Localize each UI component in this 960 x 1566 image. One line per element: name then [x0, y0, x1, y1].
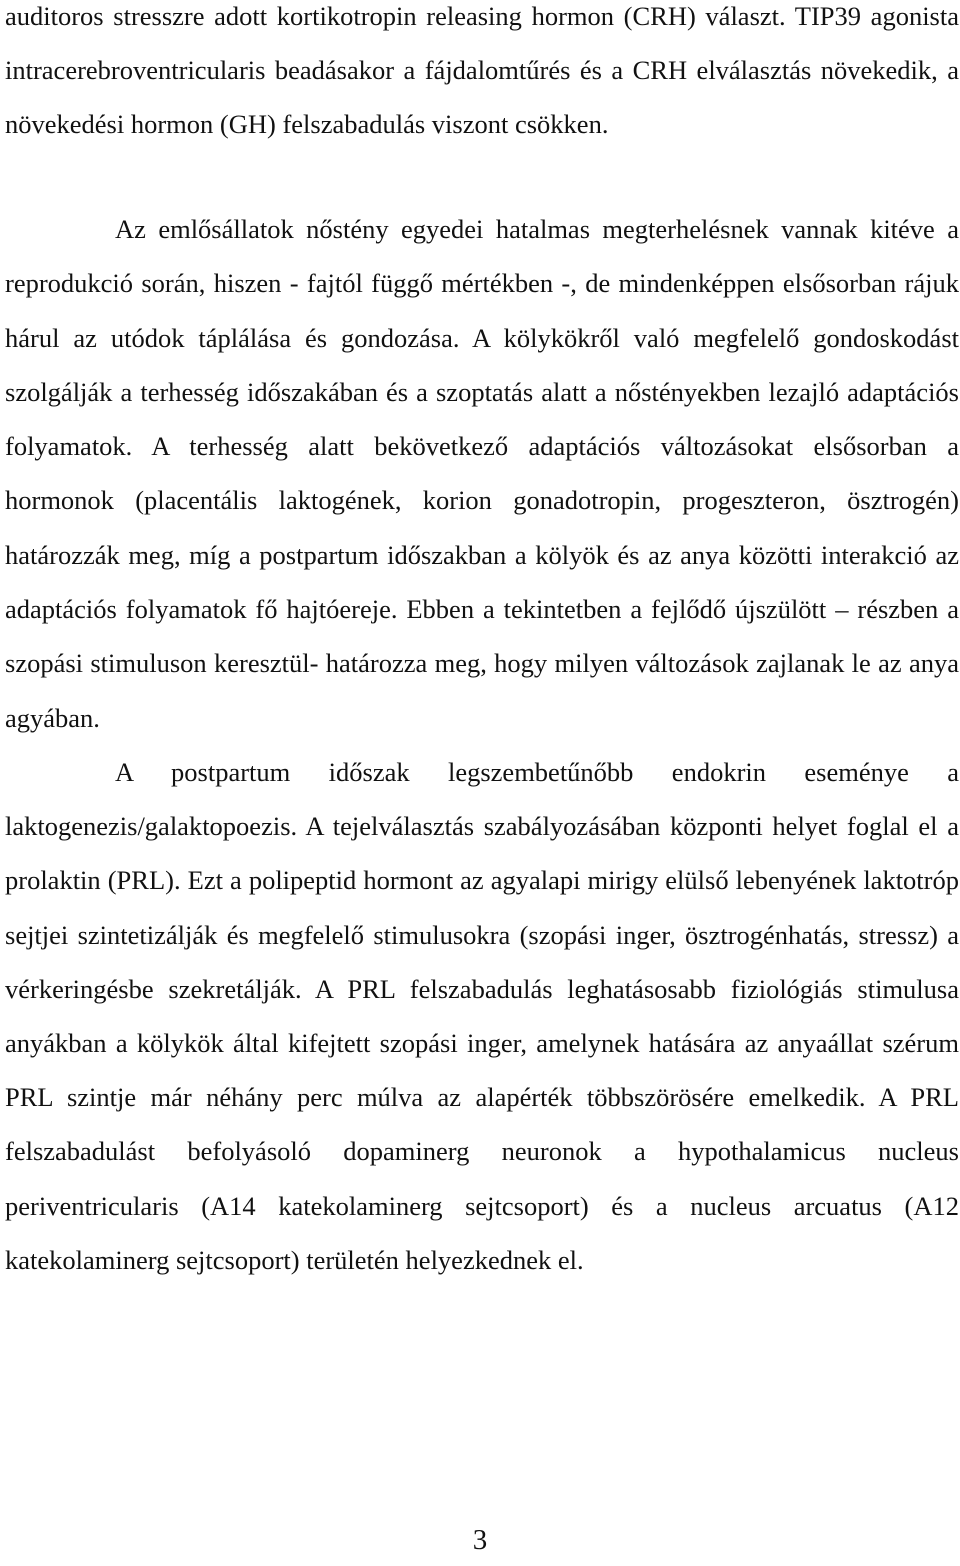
- page-number: 3: [472, 1524, 488, 1556]
- document-page: [5, 0, 959, 1287]
- paragraph-maternal-adaptation: Az emlősállatok nőstény egyedei hatalmas megterhelésnek vannak kitéve a reprodukció során, hiszen - fajtól függő mértékben -, de mindenképpen elsősorban rájuk hárul az utódok táplálása és gondozása. A kölykökről való megfelelő gondoskodást szolgálják a terhesség időszakában és a szoptatás alatt a nőstényekben lezajló adaptációs folyamatok. A terhesség alatt bekövetkező adaptációs változásokat elsősorban a hormonok (placentális laktogének, korion gonadotropin, progeszteron, ösztrogén) határozzák meg, míg a postpartum időszakban a kölyök és az anya közötti interakció az adaptációs folyamatok fő hajtóereje. Ebben a tekintetben a fejlődő újszülött – részben a szopási stimuluson keresztül- határozza meg, hogy milyen változások zajlanak le az anya agyában.: [5, 214, 959, 733]
- paragraph-prolactin: A postpartum időszak legszembetűnőbb endokrin eseménye a laktogenezis/galaktopoezis. A tejelválasztás szabályozásában központi helyet foglal el a prolaktin (PRL). Ezt a polipeptid hormont az agyalapi mirigy elülső lebenyének laktotróp sejtjei szintetizálják és megfelelő stimulusokra (szopási inger, ösztrogénhatás, stressz) a vérkeringésbe szekretálják. A PRL felszabadulás leghatásosabb fiziológiás stimulusa anyákban a kölykök által kifejtett szopási inger, amelynek hatására az anyaállat szérum PRL szintje már néhány perc múlva az alapérték többszörösére emelkedik. A PRL felszabadulást befolyásoló dopaminerg neuronok a hypothalamicus nucleus periventricularis (A14 katekolaminerg sejtcsoport) és a nucleus arcuatus (A12 katekolaminerg sejtcsoport) területén helyezkednek el.: [5, 756, 959, 1275]
- paragraph-continued: auditoros stresszre adott kortikotropin releasing hormon (CRH) választ. TIP39 agonista intracerebroventricularis beadásakor a fájdalomtűrés és a CRH elválasztás növekedik, a növekedési hormon (GH) felszabadulás viszont csökken.: [5, 1, 959, 139]
